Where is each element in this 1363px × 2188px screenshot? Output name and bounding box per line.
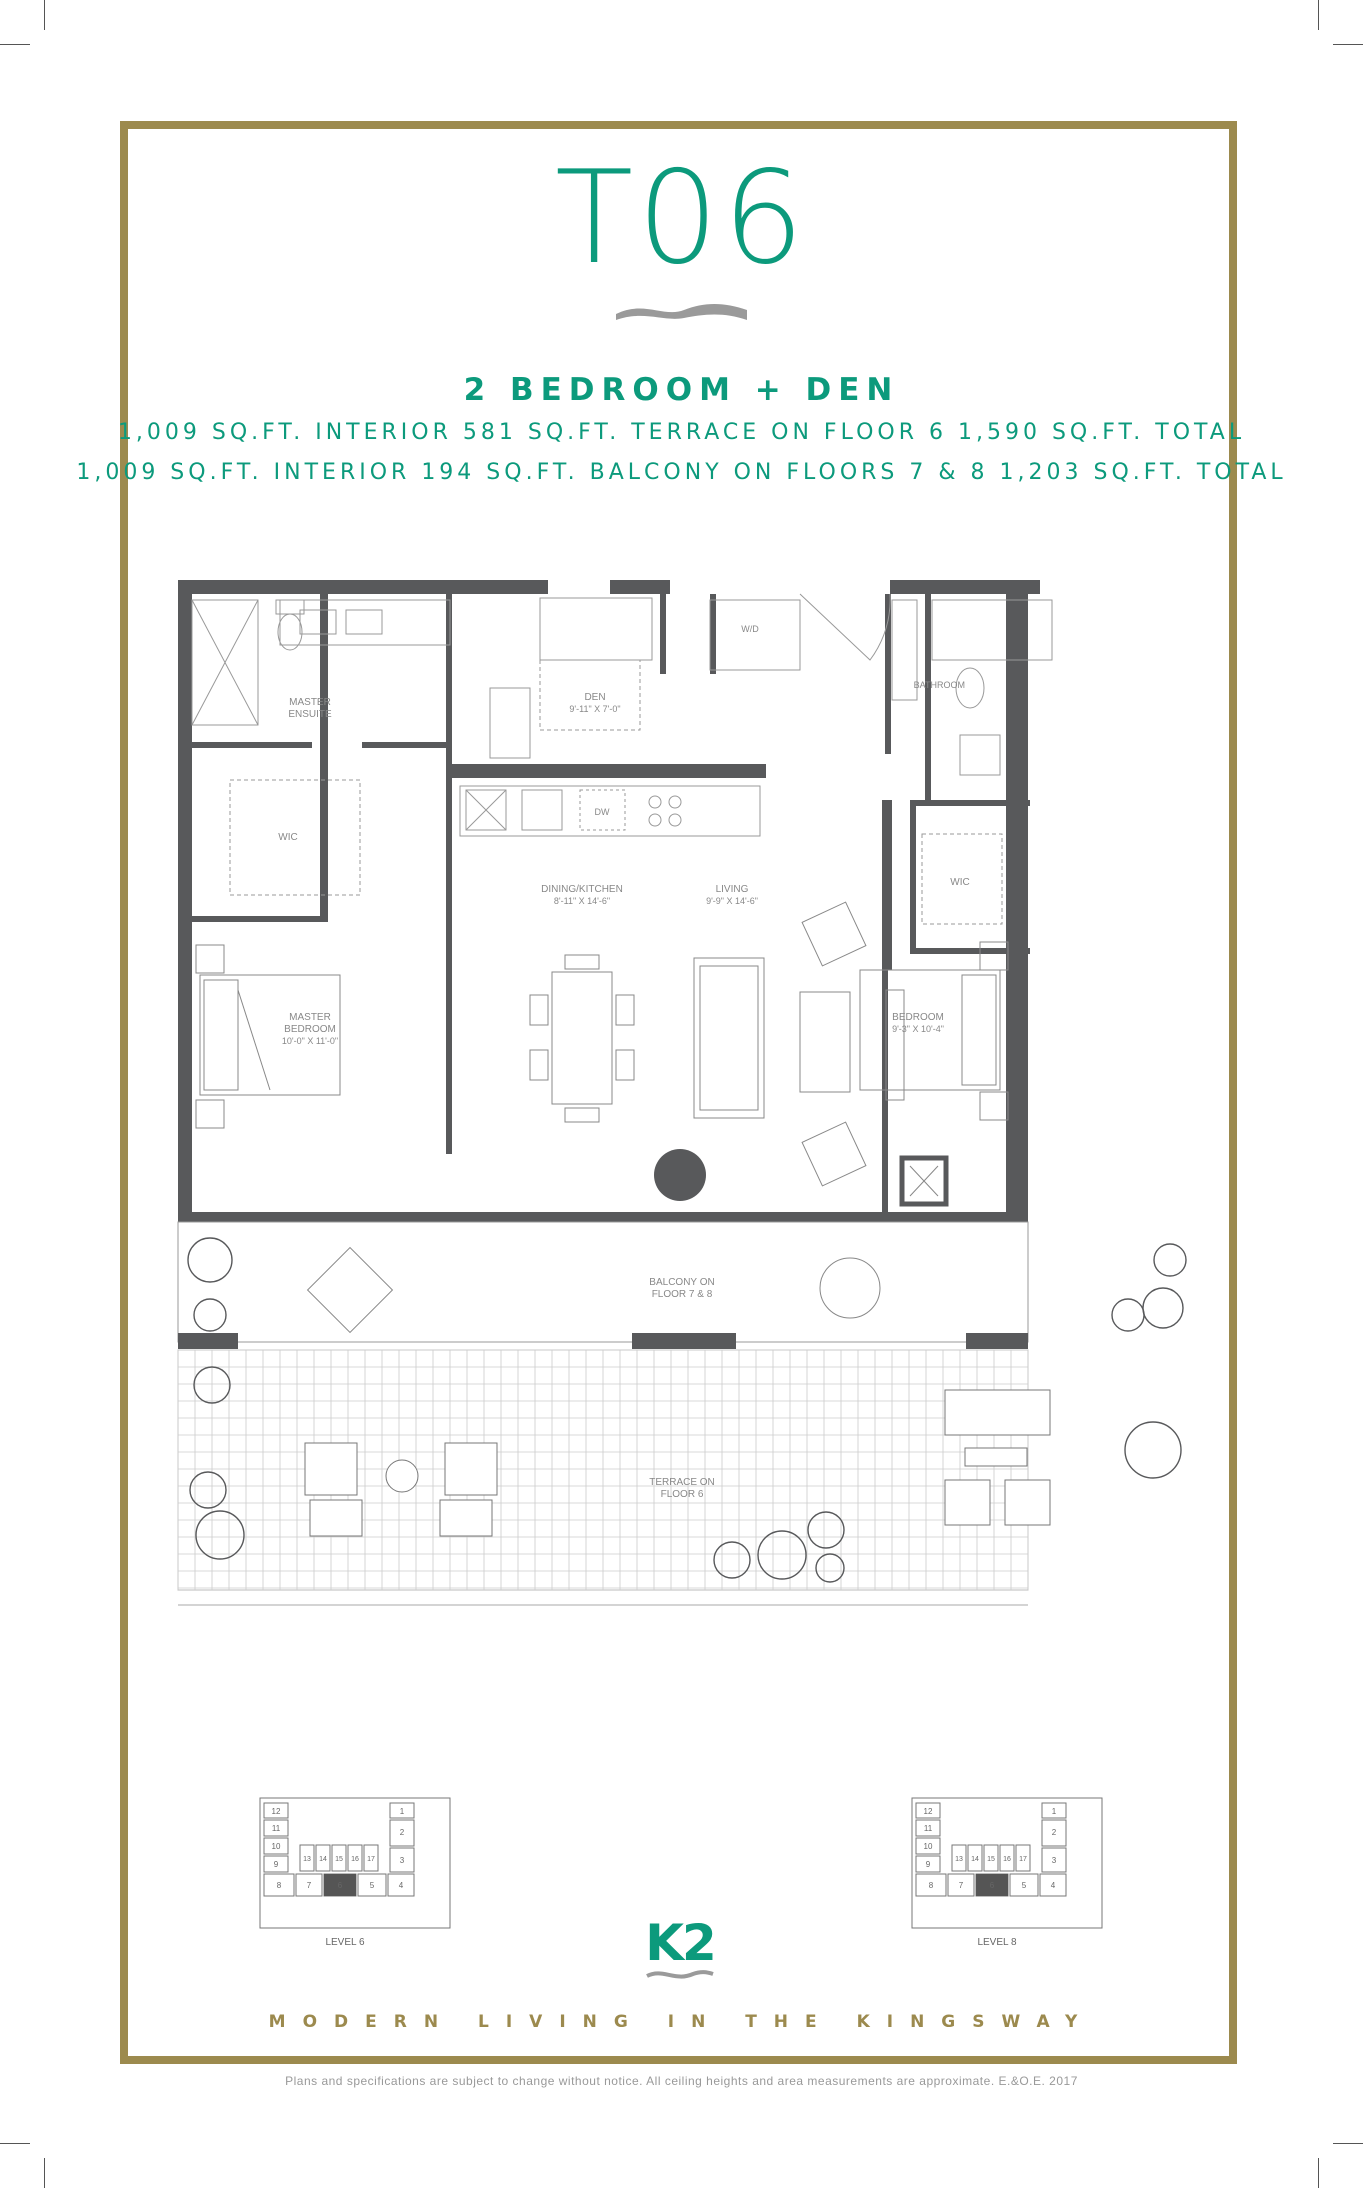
svg-text:12: 12	[923, 1807, 933, 1816]
disclaimer: Plans and specifications are subject to change without notice. All ceiling heights and area measurements are approximate. E.&O.E. 2017	[285, 2074, 1078, 2088]
svg-text:6: 6	[989, 1881, 995, 1890]
room-label: FLOOR 7 & 8	[651, 1289, 713, 1300]
svg-text:16: 16	[1003, 1856, 1011, 1863]
svg-text:2: 2	[1051, 1828, 1057, 1837]
svg-text:17: 17	[367, 1856, 375, 1863]
crop-mark	[0, 2143, 30, 2144]
room-label: BATHROOM	[913, 680, 965, 690]
svg-text:17: 17	[1019, 1856, 1027, 1863]
room-label: DEN	[584, 692, 606, 703]
unit-type: 2 BEDROOM + DEN	[463, 372, 900, 408]
room-label: 9'-3" X 10'-4"	[892, 1024, 944, 1034]
svg-text:1: 1	[1051, 1807, 1057, 1816]
room-label: 9'-9" X 14'-6"	[706, 896, 758, 906]
key-plan-level-6	[250, 1793, 460, 1953]
svg-text:5: 5	[369, 1881, 375, 1890]
svg-text:4: 4	[398, 1881, 404, 1890]
svg-text:3: 3	[1051, 1856, 1057, 1865]
svg-text:15: 15	[335, 1856, 343, 1863]
room-label: DINING/KITCHEN	[541, 884, 623, 895]
crop-mark	[44, 2158, 45, 2188]
svg-text:3: 3	[399, 1856, 405, 1865]
room-label: TERRACE ON	[649, 1477, 715, 1488]
wave-ornament	[614, 292, 749, 322]
room-label: BEDROOM	[284, 1024, 336, 1035]
area-line-terrace: 1,009 SQ.FT. INTERIOR 581 SQ.FT. TERRACE ON FLOOR 6 1,590 SQ.FT. TOTAL	[117, 420, 1246, 445]
svg-text:1: 1	[399, 1807, 405, 1816]
svg-text:4: 4	[1050, 1881, 1056, 1890]
room-label: 9'-11" X 7'-0"	[569, 704, 621, 714]
unit-title: T06	[554, 144, 809, 293]
svg-text:2: 2	[399, 1828, 405, 1837]
svg-text:11: 11	[923, 1824, 933, 1833]
crop-mark	[0, 44, 30, 45]
svg-text:8: 8	[928, 1881, 934, 1890]
crop-mark	[1333, 44, 1363, 45]
svg-text:12: 12	[271, 1807, 281, 1816]
room-label: MASTER	[289, 1012, 331, 1023]
svg-text:15: 15	[987, 1856, 995, 1863]
svg-text:9: 9	[925, 1860, 931, 1869]
room-label: FLOOR 6	[660, 1489, 704, 1500]
room-label: BALCONY ON	[649, 1277, 715, 1288]
room-label: 8'-11" X 14'-6"	[553, 896, 611, 906]
svg-text:7: 7	[306, 1881, 312, 1890]
svg-text:11: 11	[271, 1824, 281, 1833]
room-label: W/D	[741, 624, 759, 634]
crop-mark	[1318, 2158, 1319, 2188]
room-label: WIC	[278, 832, 298, 843]
room-label: WIC	[950, 877, 970, 888]
crop-mark	[44, 0, 45, 30]
room-label: ENSUITE	[288, 709, 332, 720]
key-plan-level-8	[902, 1793, 1112, 1953]
svg-text:5: 5	[1021, 1881, 1027, 1890]
svg-text:13: 13	[303, 1856, 311, 1863]
crop-mark	[1333, 2143, 1363, 2144]
key-plan-label: LEVEL 6	[325, 1937, 365, 1948]
room-label: DW	[594, 807, 610, 817]
k2-logo	[630, 1914, 730, 1987]
logo-text: K2	[645, 1914, 715, 1972]
svg-text:9: 9	[273, 1860, 279, 1869]
svg-text:10: 10	[271, 1842, 281, 1851]
room-label: LIVING	[715, 884, 749, 895]
svg-text:13: 13	[955, 1856, 963, 1863]
tagline: MODERN LIVING IN THE KINGSWAY	[268, 2012, 1095, 2032]
svg-text:8: 8	[276, 1881, 282, 1890]
svg-text:7: 7	[958, 1881, 964, 1890]
area-line-balcony: 1,009 SQ.FT. INTERIOR 194 SQ.FT. BALCONY ON FLOORS 7 & 8 1,203 SQ.FT. TOTAL	[76, 460, 1287, 485]
svg-text:14: 14	[971, 1856, 979, 1863]
svg-text:14: 14	[319, 1856, 327, 1863]
room-label: 10'-0" X 11'-0"	[281, 1036, 339, 1046]
logo-wave-icon	[645, 1968, 715, 1982]
key-plan-label: LEVEL 8	[977, 1937, 1017, 1948]
svg-text:16: 16	[351, 1856, 359, 1863]
room-label: MASTER	[289, 697, 331, 708]
svg-text:10: 10	[923, 1842, 933, 1851]
floor-plan	[170, 570, 1200, 1610]
crop-mark	[1318, 0, 1319, 30]
svg-text:6: 6	[337, 1881, 343, 1890]
room-label: BEDROOM	[892, 1012, 944, 1023]
